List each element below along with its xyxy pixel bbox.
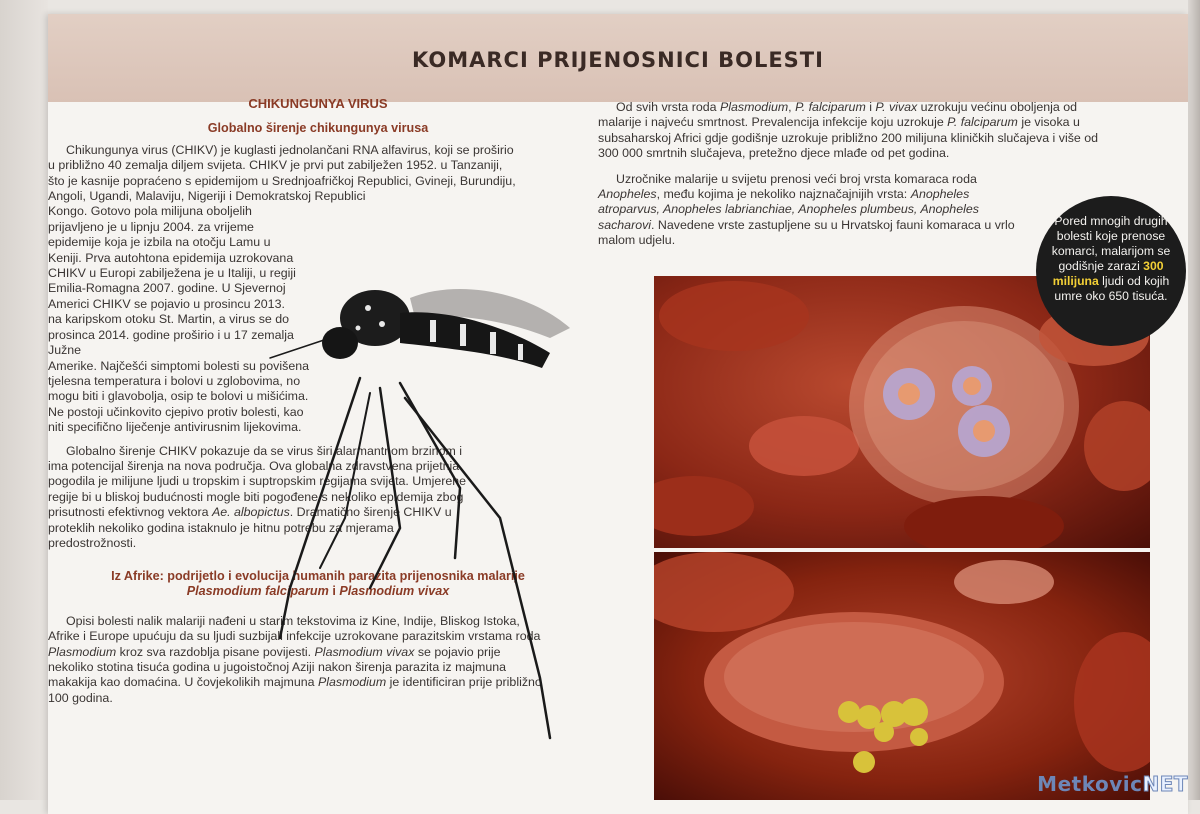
section-title: CHIKUNGUNYA VIRUS xyxy=(248,96,388,111)
paragraph-history: Opisi bolesti nalik malariji nađeni u starim tekstovima iz Kine, Indije, Bliskog Istoka, Afrike i Europe upućuju da su ljudi suzbijali infekcije uzrokovane parazitskim vrstama roda Plasmodium kroz sva razdoblja pisane povijesti. Plasmodium vivax se pojavio prije nekoliko stotina tisuća godina u jugoistočnoj Aziji nakon širenja parazita iz majmuna makakija kao domaćina. U čovjekolikih majmuna Plasmodium je identificiran prije približno 100 godina. xyxy=(48,613,542,705)
paragraph-anopheles: Uzročnike malarije u svijetu prenosi veći broj vrsta komaraca roda Anopheles, među kojima je nekoliko najznačajnijih vrsta: Anopheles atroparvus, Anopheles labrianchiae, Anopheles plumbeus, Anopheles sacharovi. Navedene vrste zastupljene su u Hrvatskoj fauni komaraca u vrlo malom udjelu. xyxy=(598,171,1015,248)
wall-right xyxy=(1188,0,1200,800)
section2-title: Iz Afrike: podrijetlo i evolucija humanih parazita prijenosnika malarije xyxy=(111,569,525,584)
paragraph-plasmodium: Od svih vrsta roda Plasmodium, P. falciparum i P. vivax uzrokuju većinu oboljenja od malarije i najveću smrtnost. Prevalencija infekcije koju uzrokuje P. falciparum je visoka u subsaharskoj Africi gdje godišnje uzrokuje približno 200 milijuna kliničkih slučajeva i više od 300 000 smrtnih slučajeva, pretežno djece mlađe od pet godina. xyxy=(598,100,1099,161)
info-badge: Pored mnogih drugih bolesti koje prenose komarci, malarijom se godišnje zarazi 300 milijuna ljudi od kojih umre oko 650 tisuća. xyxy=(1036,196,1186,346)
blood-cells-image-bottom xyxy=(654,552,1150,800)
section2-species: Plasmodium falciparum i Plasmodium vivax xyxy=(186,584,450,599)
paragraph-intro-cont-a: Kongo. Gotovo pola milijuna oboljelih prijavljeno je u lipnju 2004. za vrijeme epidemije koja je izbila na otočju Lamu u Keniji. Prva autohtona epidemija uzrokovana CHIKV u Europi zabilježena je u Italiji, u regiji Emilia-Romagna 2007. godine. U Sjevernoj xyxy=(48,204,296,296)
poster-title: KOMARCI PRIJENOSNICI BOLESTI xyxy=(412,48,824,72)
paragraph-intro-cont-c: Amerike. Najčešći simptomi bolesti su povišena tjelesna temperatura i bolovi u zglobovima, no mogu biti i glavobolja, osip te bolovi u mišićima. Ne postoji učinkovito cjepivo protiv bolesti, kao niti specifično liječenje antivirusnim lijekovima. xyxy=(48,358,309,435)
right-column xyxy=(598,100,1118,259)
paragraph-spread: Globalno širenje CHIKV pokazuje da se virus širi alarmantnom brzinom i ima potencijal širenja na nova područja. Ova globalna zdravstvena prijetnja pogodila je milijune ljudi u tropskim i suptropskim regijama svijeta. Umjerene regije bi u bliskoj budućnosti mogle biti pogođene s nekoliko epidemija zbog prisutnosti efektivnog vektora Ae. albopictus. Dramatično širenje CHIKV u proteklih nekoliko godina istaknulo je hitnu potrebu za mjerama predostrožnosti. xyxy=(48,443,467,550)
paragraph-intro-cont-b: Americi CHIKV se pojavio u prosincu 2013. na karipskom otoku St. Martin, a virus se do prosinca 2014. godine proširio i u 17 zemalja Južne xyxy=(48,296,294,358)
paragraph-intro: Chikungunya virus (CHIKV) je kuglasti jednolančani RNA alfavirus, koji se proširio u približno 40 zemalja diljem svijeta. CHIKV je prvi put zabilježen 1952. u Tanzaniji, što je kasnije popraćeno s epidemijom u Srednjoafričkoj Republici, Gvineji, Burundiju, Angoli, Ugandi, Malaviju, Nigeriji i Demokratskoj Republici xyxy=(48,142,516,204)
title-banner xyxy=(48,14,1188,102)
wall-left xyxy=(0,0,48,800)
watermark-logo: MetkovicNET xyxy=(1037,772,1188,796)
mosquito-image xyxy=(250,258,610,758)
section-subtitle: Globalno širenje chikungunya virusa xyxy=(207,121,429,136)
